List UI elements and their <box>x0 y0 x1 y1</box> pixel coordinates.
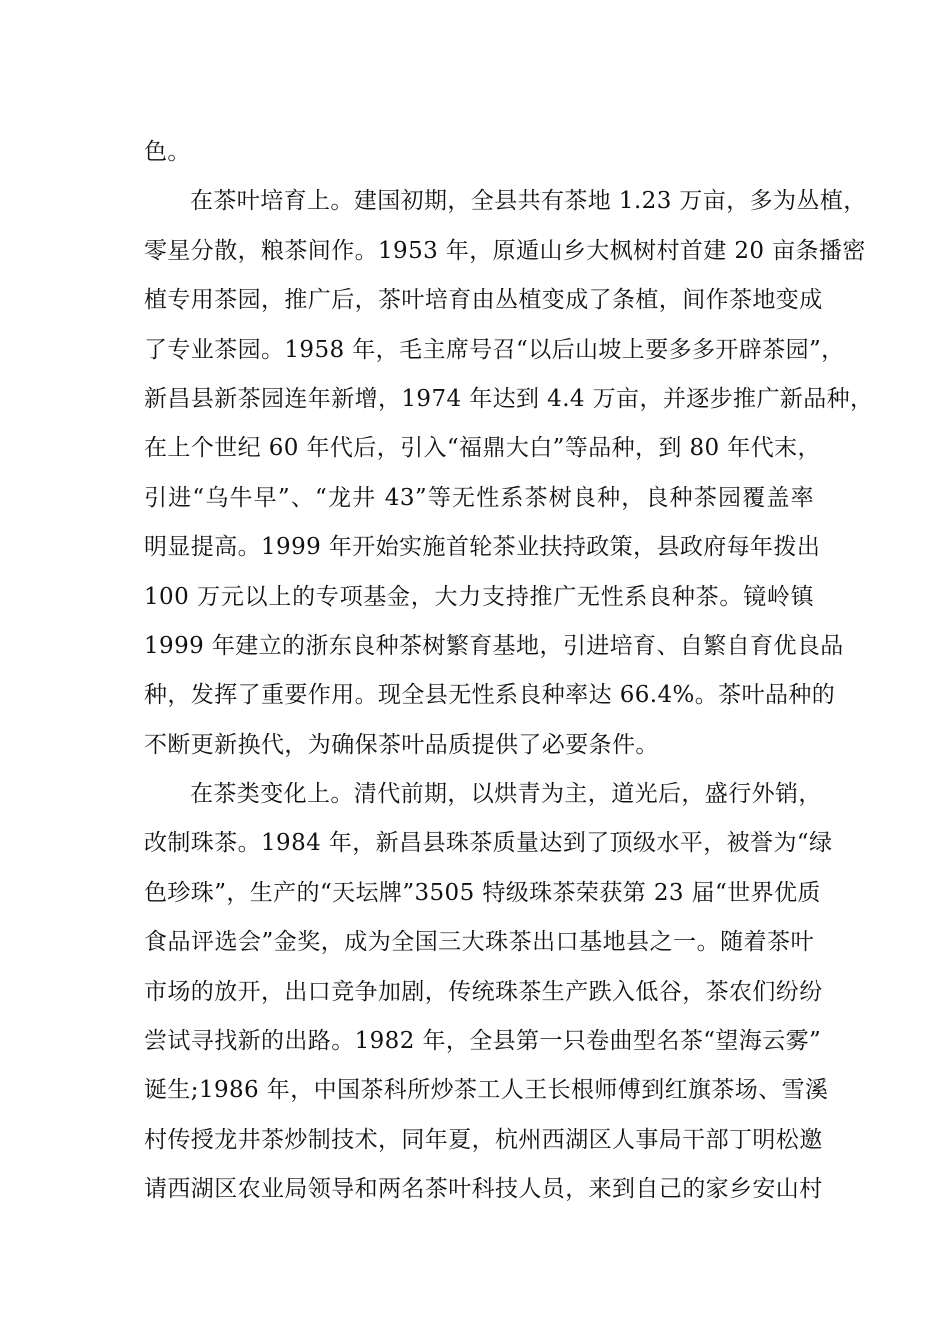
paragraph-first-line: 在茶类变化上。清代前期，以烘青为主，道光后，盛行外销， <box>190 781 822 808</box>
text-line: 色。 <box>144 139 191 165</box>
text-line: 请西湖区农业局领导和两名茶叶科技人员，来到自己的家乡安山村 <box>144 1176 823 1203</box>
text-line: 种，发挥了重要作用。现全县无性系良种率达 66.4%。茶叶品种的 <box>144 682 836 709</box>
text-line: 色珍珠”，生产的“天坛牌”3505 特级珠茶荣获第 23 届“世界优质 <box>144 879 821 906</box>
text-line: 了专业茶园。1958 年，毛主席号召“以后山坡上要多多开辟茶园”， <box>144 336 845 363</box>
document-body <box>144 128 874 1215</box>
text-line: 尝试寻找新的出路。1982 年，全县第一只卷曲型名茶“望海云雾” <box>144 1028 822 1055</box>
text-line: 100 万元以上的专项基金，大力支持推广无性系良种茶。镜岭镇 <box>144 583 814 610</box>
text-line: 1999 年建立的浙东良种茶树繁育基地，引进培育、自繁自育优良品 <box>144 632 844 659</box>
paragraph-first-line: 在茶叶培育上。建国初期，全县共有茶地 1.23 万亩，多为丛植， <box>190 188 867 215</box>
text-line: 在上个世纪 60 年代后，引入“福鼎大白”等品种，到 80 年代末， <box>144 435 821 462</box>
text-line: 村传授龙井茶炒制技术，同年夏，杭州西湖区人事局干部丁明松邀 <box>144 1126 823 1153</box>
text-line: 市场的放开，出口竞争加剧，传统珠茶生产跌入低谷，茶农们纷纷 <box>144 978 823 1005</box>
text-line: 不断更新换代，为确保茶叶品质提供了必要条件。 <box>144 731 659 758</box>
text-line: 引进“乌牛早”、“龙井 43”等无性系茶树良种，良种茶园覆盖率 <box>144 484 814 511</box>
text-line: 零星分散，粮茶间作。1953 年，原遁山乡大枫树村首建 20 亩条播密 <box>144 237 866 264</box>
text-line: 新昌县新茶园连年新增，1974 年达到 4.4 万亩，并逐步推广新品种， <box>144 385 874 412</box>
text-line: 植专用茶园，推广后，茶叶培育由丛植变成了条植，间作茶地变成 <box>144 287 823 314</box>
text-line: 诞生;1986 年，中国茶科所炒茶工人王长根师傅到红旗茶场、雪溪 <box>144 1077 829 1104</box>
text-line: 明显提高。1999 年开始实施首轮茶业扶持政策，县政府每年拨出 <box>144 534 821 561</box>
text-line: 食品评选会”金奖，成为全国三大珠茶出口基地县之一。随着茶叶 <box>144 929 814 956</box>
text-line: 改制珠茶。1984 年，新昌县珠茶质量达到了顶级水平，被誉为“绿 <box>144 830 833 857</box>
